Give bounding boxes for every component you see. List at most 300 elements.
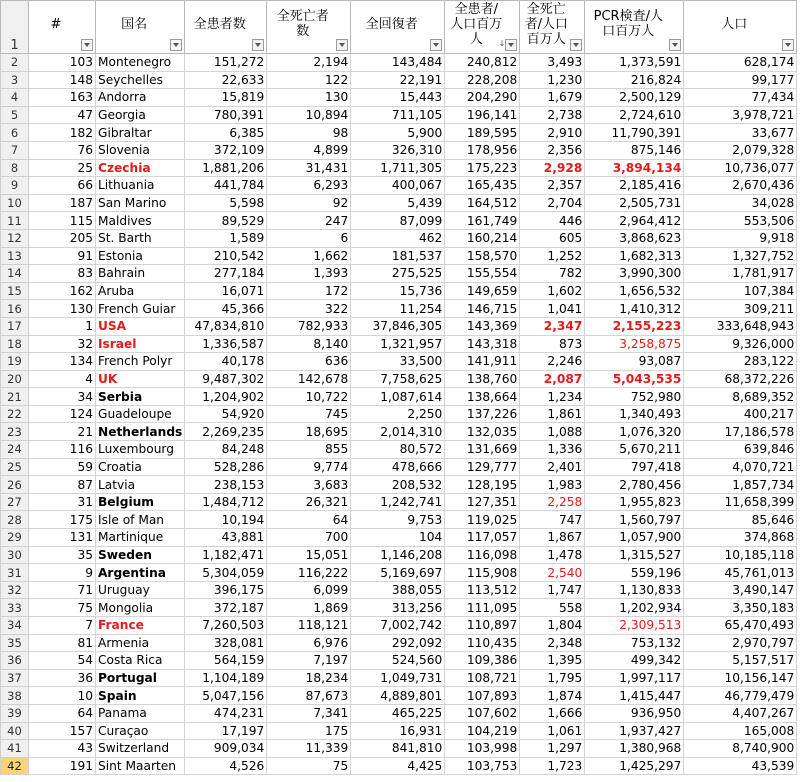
cell-recovered[interactable]: 462: [351, 229, 445, 247]
cell-rank[interactable]: 10: [29, 687, 96, 705]
cell-cases[interactable]: 1,182,471: [185, 546, 267, 564]
cell-population[interactable]: 11,658,399: [684, 493, 797, 511]
cell-recovered[interactable]: 7,002,742: [351, 617, 445, 635]
cell-deaths-per-million[interactable]: 873: [520, 335, 585, 353]
cell-country[interactable]: UK: [96, 370, 185, 388]
cell-population[interactable]: 553,506: [684, 212, 797, 230]
cell-deaths[interactable]: 3,683: [267, 476, 351, 494]
cell-deaths-per-million[interactable]: 2,087: [520, 370, 585, 388]
cell-cases[interactable]: 1,336,587: [185, 335, 267, 353]
cell-rank[interactable]: 4: [29, 370, 96, 388]
cell-pcr-per-million[interactable]: 499,342: [585, 652, 684, 670]
cell-deaths-per-million[interactable]: 2,348: [520, 634, 585, 652]
cell-deaths-per-million[interactable]: 2,540: [520, 564, 585, 582]
cell-pcr-per-million[interactable]: 2,505,731: [585, 194, 684, 212]
cell-rank[interactable]: 34: [29, 388, 96, 406]
cell-pcr-per-million[interactable]: 2,780,456: [585, 476, 684, 494]
cell-cases[interactable]: 474,231: [185, 704, 267, 722]
cell-pcr-per-million[interactable]: 1,415,447: [585, 687, 684, 705]
cell-cases-per-million[interactable]: 108,721: [445, 669, 520, 687]
row-number[interactable]: 15: [1, 282, 29, 300]
cell-deaths-per-million[interactable]: 605: [520, 229, 585, 247]
row-number[interactable]: 23: [1, 423, 29, 441]
cell-country[interactable]: Guadeloupe: [96, 405, 185, 423]
cell-population[interactable]: 2,079,328: [684, 141, 797, 159]
cell-deaths-per-million[interactable]: 3,493: [520, 54, 585, 72]
cell-recovered[interactable]: 275,525: [351, 265, 445, 283]
cell-cases[interactable]: 89,529: [185, 212, 267, 230]
cell-population[interactable]: 10,736,077: [684, 159, 797, 177]
cell-population[interactable]: 46,779,479: [684, 687, 797, 705]
filter-dropdown-icon[interactable]: [81, 39, 93, 51]
cell-recovered[interactable]: 841,810: [351, 740, 445, 758]
cell-recovered[interactable]: 313,256: [351, 599, 445, 617]
cell-rank[interactable]: 43: [29, 740, 96, 758]
cell-cases[interactable]: 441,784: [185, 177, 267, 195]
cell-rank[interactable]: 91: [29, 247, 96, 265]
cell-deaths-per-million[interactable]: 2,258: [520, 493, 585, 511]
cell-deaths-per-million[interactable]: 1,867: [520, 529, 585, 547]
cell-cases[interactable]: 6,385: [185, 124, 267, 142]
cell-cases-per-million[interactable]: 107,602: [445, 704, 520, 722]
row-number[interactable]: 14: [1, 265, 29, 283]
cell-country[interactable]: French Polyr: [96, 353, 185, 371]
row-number[interactable]: 33: [1, 599, 29, 617]
cell-recovered[interactable]: 15,443: [351, 89, 445, 107]
cell-deaths[interactable]: 31,431: [267, 159, 351, 177]
row-number[interactable]: 32: [1, 581, 29, 599]
cell-deaths[interactable]: 142,678: [267, 370, 351, 388]
filter-dropdown-icon[interactable]: [170, 39, 182, 51]
row-number[interactable]: 41: [1, 740, 29, 758]
cell-rank[interactable]: 75: [29, 599, 96, 617]
cell-deaths[interactable]: 6,099: [267, 581, 351, 599]
cell-population[interactable]: 10,185,118: [684, 546, 797, 564]
cell-population[interactable]: 283,122: [684, 353, 797, 371]
cell-population[interactable]: 2,970,797: [684, 634, 797, 652]
cell-recovered[interactable]: 4,889,801: [351, 687, 445, 705]
cell-cases-per-million[interactable]: 164,512: [445, 194, 520, 212]
cell-cases[interactable]: 4,526: [185, 757, 267, 775]
row-number[interactable]: 22: [1, 405, 29, 423]
cell-cases[interactable]: 5,304,059: [185, 564, 267, 582]
cell-rank[interactable]: 116: [29, 441, 96, 459]
cell-deaths[interactable]: 98: [267, 124, 351, 142]
cell-population[interactable]: 77,434: [684, 89, 797, 107]
row-number[interactable]: 40: [1, 722, 29, 740]
cell-country[interactable]: Luxembourg: [96, 441, 185, 459]
row-number[interactable]: 3: [1, 71, 29, 89]
cell-recovered[interactable]: 22,191: [351, 71, 445, 89]
cell-country[interactable]: Uruguay: [96, 581, 185, 599]
cell-deaths-per-million[interactable]: 2,910: [520, 124, 585, 142]
cell-population[interactable]: 34,028: [684, 194, 797, 212]
cell-deaths[interactable]: 10,722: [267, 388, 351, 406]
cell-country[interactable]: Seychelles: [96, 71, 185, 89]
cell-population[interactable]: 45,761,013: [684, 564, 797, 582]
cell-country[interactable]: Costa Rica: [96, 652, 185, 670]
cell-recovered[interactable]: 326,310: [351, 141, 445, 159]
cell-rank[interactable]: 162: [29, 282, 96, 300]
cell-deaths[interactable]: 18,695: [267, 423, 351, 441]
cell-recovered[interactable]: 478,666: [351, 458, 445, 476]
cell-deaths-per-million[interactable]: 1,861: [520, 405, 585, 423]
cell-cases[interactable]: 43,881: [185, 529, 267, 547]
cell-country[interactable]: Portugal: [96, 669, 185, 687]
cell-cases-per-million[interactable]: 119,025: [445, 511, 520, 529]
cell-recovered[interactable]: 9,753: [351, 511, 445, 529]
cell-recovered[interactable]: 7,758,625: [351, 370, 445, 388]
cell-cases-per-million[interactable]: 175,223: [445, 159, 520, 177]
cell-deaths[interactable]: 118,121: [267, 617, 351, 635]
cell-pcr-per-million[interactable]: 1,076,320: [585, 423, 684, 441]
cell-population[interactable]: 3,978,721: [684, 106, 797, 124]
cell-country[interactable]: Martinique: [96, 529, 185, 547]
cell-deaths[interactable]: 75: [267, 757, 351, 775]
cell-cases[interactable]: 528,286: [185, 458, 267, 476]
cell-deaths-per-million[interactable]: 1,602: [520, 282, 585, 300]
cell-pcr-per-million[interactable]: 797,418: [585, 458, 684, 476]
cell-pcr-per-million[interactable]: 2,964,412: [585, 212, 684, 230]
cell-deaths[interactable]: 130: [267, 89, 351, 107]
cell-population[interactable]: 309,211: [684, 300, 797, 318]
cell-cases-per-million[interactable]: 158,570: [445, 247, 520, 265]
cell-cases-per-million[interactable]: 104,219: [445, 722, 520, 740]
cell-pcr-per-million[interactable]: 2,724,610: [585, 106, 684, 124]
cell-pcr-per-million[interactable]: 3,868,623: [585, 229, 684, 247]
cell-recovered[interactable]: 208,532: [351, 476, 445, 494]
cell-deaths-per-million[interactable]: 1,297: [520, 740, 585, 758]
cell-rank[interactable]: 36: [29, 669, 96, 687]
cell-pcr-per-million[interactable]: 216,824: [585, 71, 684, 89]
filter-dropdown-icon[interactable]: [252, 39, 264, 51]
cell-cases-per-million[interactable]: 129,777: [445, 458, 520, 476]
cell-rank[interactable]: 9: [29, 564, 96, 582]
cell-recovered[interactable]: 143,484: [351, 54, 445, 72]
cell-rank[interactable]: 21: [29, 423, 96, 441]
row-number[interactable]: 42: [1, 757, 29, 775]
row-number[interactable]: 4: [1, 89, 29, 107]
cell-deaths[interactable]: 10,894: [267, 106, 351, 124]
cell-cases-per-million[interactable]: 109,386: [445, 652, 520, 670]
cell-pcr-per-million[interactable]: 1,373,591: [585, 54, 684, 72]
cell-recovered[interactable]: 4,425: [351, 757, 445, 775]
cell-pcr-per-million[interactable]: 2,500,129: [585, 89, 684, 107]
cell-cases[interactable]: 9,487,302: [185, 370, 267, 388]
cell-country[interactable]: Sweden: [96, 546, 185, 564]
cell-rank[interactable]: 54: [29, 652, 96, 670]
cell-country[interactable]: France: [96, 617, 185, 635]
cell-deaths-per-million[interactable]: 2,357: [520, 177, 585, 195]
cell-cases-per-million[interactable]: 161,749: [445, 212, 520, 230]
cell-rank[interactable]: 134: [29, 353, 96, 371]
cell-deaths-per-million[interactable]: 446: [520, 212, 585, 230]
cell-pcr-per-million[interactable]: 3,258,875: [585, 335, 684, 353]
cell-deaths-per-million[interactable]: 2,347: [520, 317, 585, 335]
cell-cases-per-million[interactable]: 165,435: [445, 177, 520, 195]
cell-cases-per-million[interactable]: 110,435: [445, 634, 520, 652]
cell-recovered[interactable]: 711,105: [351, 106, 445, 124]
cell-cases-per-million[interactable]: 149,659: [445, 282, 520, 300]
cell-recovered[interactable]: 465,225: [351, 704, 445, 722]
cell-country[interactable]: Estonia: [96, 247, 185, 265]
cell-country[interactable]: Serbia: [96, 388, 185, 406]
cell-deaths-per-million[interactable]: 1,795: [520, 669, 585, 687]
cell-pcr-per-million[interactable]: 1,410,312: [585, 300, 684, 318]
cell-pcr-per-million[interactable]: 3,894,134: [585, 159, 684, 177]
cell-pcr-per-million[interactable]: 5,670,211: [585, 441, 684, 459]
cell-cases[interactable]: 1,881,206: [185, 159, 267, 177]
cell-cases-per-million[interactable]: 141,911: [445, 353, 520, 371]
cell-cases-per-million[interactable]: 160,214: [445, 229, 520, 247]
cell-cases-per-million[interactable]: 115,908: [445, 564, 520, 582]
cell-cases-per-million[interactable]: 103,753: [445, 757, 520, 775]
cell-cases[interactable]: 151,272: [185, 54, 267, 72]
cell-deaths-per-million[interactable]: 2,401: [520, 458, 585, 476]
cell-cases[interactable]: 780,391: [185, 106, 267, 124]
cell-population[interactable]: 374,868: [684, 529, 797, 547]
cell-deaths-per-million[interactable]: 747: [520, 511, 585, 529]
cell-deaths[interactable]: 855: [267, 441, 351, 459]
cell-cases[interactable]: 7,260,503: [185, 617, 267, 635]
cell-deaths[interactable]: 64: [267, 511, 351, 529]
cell-deaths-per-million[interactable]: 2,738: [520, 106, 585, 124]
cell-rank[interactable]: 47: [29, 106, 96, 124]
row-number[interactable]: 13: [1, 247, 29, 265]
cell-recovered[interactable]: 1,087,614: [351, 388, 445, 406]
row-number[interactable]: 26: [1, 476, 29, 494]
cell-cases-per-million[interactable]: 131,669: [445, 441, 520, 459]
cell-cases[interactable]: 5,598: [185, 194, 267, 212]
cell-deaths[interactable]: 8,140: [267, 335, 351, 353]
row-number-header[interactable]: 1: [1, 1, 29, 54]
row-number[interactable]: 24: [1, 441, 29, 459]
cell-population[interactable]: 165,008: [684, 722, 797, 740]
cell-population[interactable]: 65,470,493: [684, 617, 797, 635]
cell-country[interactable]: Georgia: [96, 106, 185, 124]
cell-cases-per-million[interactable]: 204,290: [445, 89, 520, 107]
cell-population[interactable]: 1,857,734: [684, 476, 797, 494]
cell-deaths[interactable]: 6,293: [267, 177, 351, 195]
cell-country[interactable]: Slovenia: [96, 141, 185, 159]
cell-country[interactable]: Curaçao: [96, 722, 185, 740]
cell-population[interactable]: 8,740,900: [684, 740, 797, 758]
cell-population[interactable]: 639,846: [684, 441, 797, 459]
cell-recovered[interactable]: 15,736: [351, 282, 445, 300]
row-number[interactable]: 21: [1, 388, 29, 406]
cell-deaths[interactable]: 18,234: [267, 669, 351, 687]
filter-dropdown-icon[interactable]: [336, 39, 348, 51]
cell-rank[interactable]: 182: [29, 124, 96, 142]
cell-recovered[interactable]: 16,931: [351, 722, 445, 740]
cell-rank[interactable]: 66: [29, 177, 96, 195]
cell-cases[interactable]: 16,071: [185, 282, 267, 300]
cell-deaths[interactable]: 782,933: [267, 317, 351, 335]
row-number[interactable]: 37: [1, 669, 29, 687]
cell-cases[interactable]: 564,159: [185, 652, 267, 670]
cell-recovered[interactable]: 1,711,305: [351, 159, 445, 177]
cell-recovered[interactable]: 292,092: [351, 634, 445, 652]
cell-cases[interactable]: 1,104,189: [185, 669, 267, 687]
cell-cases[interactable]: 328,081: [185, 634, 267, 652]
cell-recovered[interactable]: 1,146,208: [351, 546, 445, 564]
cell-cases-per-million[interactable]: 146,715: [445, 300, 520, 318]
cell-cases[interactable]: 1,204,902: [185, 388, 267, 406]
cell-country[interactable]: Switzerland: [96, 740, 185, 758]
cell-recovered[interactable]: 33,500: [351, 353, 445, 371]
cell-cases-per-million[interactable]: 178,956: [445, 141, 520, 159]
cell-deaths[interactable]: 1,869: [267, 599, 351, 617]
cell-cases-per-million[interactable]: 128,195: [445, 476, 520, 494]
cell-rank[interactable]: 175: [29, 511, 96, 529]
filter-dropdown-icon[interactable]: [669, 39, 681, 51]
row-number[interactable]: 39: [1, 704, 29, 722]
cell-deaths[interactable]: 636: [267, 353, 351, 371]
cell-pcr-per-million[interactable]: 5,043,535: [585, 370, 684, 388]
cell-rank[interactable]: 115: [29, 212, 96, 230]
cell-cases-per-million[interactable]: 189,595: [445, 124, 520, 142]
cell-cases[interactable]: 5,047,156: [185, 687, 267, 705]
cell-rank[interactable]: 31: [29, 493, 96, 511]
cell-pcr-per-million[interactable]: 1,682,313: [585, 247, 684, 265]
cell-recovered[interactable]: 37,846,305: [351, 317, 445, 335]
cell-population[interactable]: 3,490,147: [684, 581, 797, 599]
row-number[interactable]: 8: [1, 159, 29, 177]
cell-deaths[interactable]: 700: [267, 529, 351, 547]
cell-pcr-per-million[interactable]: 1,560,797: [585, 511, 684, 529]
cell-deaths[interactable]: 1,662: [267, 247, 351, 265]
cell-pcr-per-million[interactable]: 559,196: [585, 564, 684, 582]
cell-country[interactable]: Maldives: [96, 212, 185, 230]
cell-pcr-per-million[interactable]: 2,185,416: [585, 177, 684, 195]
row-number[interactable]: 7: [1, 141, 29, 159]
row-number[interactable]: 10: [1, 194, 29, 212]
cell-pcr-per-million[interactable]: 1,425,297: [585, 757, 684, 775]
cell-deaths-per-million[interactable]: 1,804: [520, 617, 585, 635]
row-number[interactable]: 6: [1, 124, 29, 142]
cell-population[interactable]: 17,186,578: [684, 423, 797, 441]
cell-recovered[interactable]: 2,014,310: [351, 423, 445, 441]
row-number[interactable]: 19: [1, 353, 29, 371]
cell-deaths[interactable]: 7,197: [267, 652, 351, 670]
cell-cases[interactable]: 909,034: [185, 740, 267, 758]
cell-rank[interactable]: 76: [29, 141, 96, 159]
cell-deaths-per-million[interactable]: 1,230: [520, 71, 585, 89]
row-number[interactable]: 11: [1, 212, 29, 230]
cell-recovered[interactable]: 80,572: [351, 441, 445, 459]
cell-deaths[interactable]: 175: [267, 722, 351, 740]
cell-cases-per-million[interactable]: 110,897: [445, 617, 520, 635]
cell-cases[interactable]: 210,542: [185, 247, 267, 265]
cell-cases[interactable]: 1,484,712: [185, 493, 267, 511]
cell-deaths[interactable]: 745: [267, 405, 351, 423]
row-number[interactable]: 31: [1, 564, 29, 582]
cell-rank[interactable]: 87: [29, 476, 96, 494]
row-number[interactable]: 2: [1, 54, 29, 72]
cell-deaths[interactable]: 9,774: [267, 458, 351, 476]
cell-rank[interactable]: 124: [29, 405, 96, 423]
row-number[interactable]: 16: [1, 300, 29, 318]
row-number[interactable]: 28: [1, 511, 29, 529]
cell-population[interactable]: 4,070,721: [684, 458, 797, 476]
cell-pcr-per-million[interactable]: 1,340,493: [585, 405, 684, 423]
row-number[interactable]: 20: [1, 370, 29, 388]
cell-pcr-per-million[interactable]: 93,087: [585, 353, 684, 371]
cell-recovered[interactable]: 400,067: [351, 177, 445, 195]
cell-cases-per-million[interactable]: 138,664: [445, 388, 520, 406]
cell-population[interactable]: 3,350,183: [684, 599, 797, 617]
cell-population[interactable]: 10,156,147: [684, 669, 797, 687]
cell-pcr-per-million[interactable]: 1,937,427: [585, 722, 684, 740]
cell-deaths[interactable]: 6: [267, 229, 351, 247]
row-number[interactable]: 9: [1, 177, 29, 195]
cell-deaths[interactable]: 1,393: [267, 265, 351, 283]
cell-deaths[interactable]: 122: [267, 71, 351, 89]
cell-deaths-per-million[interactable]: 1,336: [520, 441, 585, 459]
cell-country[interactable]: USA: [96, 317, 185, 335]
cell-cases[interactable]: 396,175: [185, 581, 267, 599]
cell-cases-per-million[interactable]: 113,512: [445, 581, 520, 599]
cell-deaths-per-million[interactable]: 2,356: [520, 141, 585, 159]
cell-population[interactable]: 85,646: [684, 511, 797, 529]
cell-deaths-per-million[interactable]: 1,983: [520, 476, 585, 494]
cell-deaths[interactable]: 7,341: [267, 704, 351, 722]
cell-pcr-per-million[interactable]: 3,990,300: [585, 265, 684, 283]
filter-dropdown-icon[interactable]: [782, 39, 794, 51]
cell-country[interactable]: Croatia: [96, 458, 185, 476]
cell-deaths[interactable]: 87,673: [267, 687, 351, 705]
cell-country[interactable]: San Marino: [96, 194, 185, 212]
cell-cases[interactable]: 372,187: [185, 599, 267, 617]
cell-population[interactable]: 8,689,352: [684, 388, 797, 406]
cell-population[interactable]: 107,384: [684, 282, 797, 300]
cell-pcr-per-million[interactable]: 936,950: [585, 704, 684, 722]
cell-deaths-per-million[interactable]: 1,234: [520, 388, 585, 406]
cell-pcr-per-million[interactable]: 2,155,223: [585, 317, 684, 335]
cell-recovered[interactable]: 5,900: [351, 124, 445, 142]
cell-rank[interactable]: 83: [29, 265, 96, 283]
cell-deaths-per-million[interactable]: 558: [520, 599, 585, 617]
cell-rank[interactable]: 35: [29, 546, 96, 564]
cell-deaths-per-million[interactable]: 1,874: [520, 687, 585, 705]
cell-country[interactable]: St. Barth: [96, 229, 185, 247]
cell-population[interactable]: 33,677: [684, 124, 797, 142]
cell-pcr-per-million[interactable]: 1,202,934: [585, 599, 684, 617]
cell-cases[interactable]: 22,633: [185, 71, 267, 89]
cell-deaths-per-million[interactable]: 1,666: [520, 704, 585, 722]
cell-country[interactable]: Panama: [96, 704, 185, 722]
cell-recovered[interactable]: 87,099: [351, 212, 445, 230]
cell-rank[interactable]: 191: [29, 757, 96, 775]
cell-deaths-per-million[interactable]: 1,747: [520, 581, 585, 599]
cell-country[interactable]: Armenia: [96, 634, 185, 652]
cell-pcr-per-million[interactable]: 1,380,968: [585, 740, 684, 758]
cell-cases-per-million[interactable]: 117,057: [445, 529, 520, 547]
cell-recovered[interactable]: 1,049,731: [351, 669, 445, 687]
cell-rank[interactable]: 205: [29, 229, 96, 247]
cell-cases-per-million[interactable]: 138,760: [445, 370, 520, 388]
cell-cases[interactable]: 45,366: [185, 300, 267, 318]
row-number[interactable]: 35: [1, 634, 29, 652]
cell-cases[interactable]: 10,194: [185, 511, 267, 529]
cell-rank[interactable]: 157: [29, 722, 96, 740]
cell-country[interactable]: Montenegro: [96, 54, 185, 72]
cell-deaths[interactable]: 6,976: [267, 634, 351, 652]
row-number[interactable]: 5: [1, 106, 29, 124]
cell-cases[interactable]: 2,269,235: [185, 423, 267, 441]
cell-cases[interactable]: 47,834,810: [185, 317, 267, 335]
row-number[interactable]: 30: [1, 546, 29, 564]
